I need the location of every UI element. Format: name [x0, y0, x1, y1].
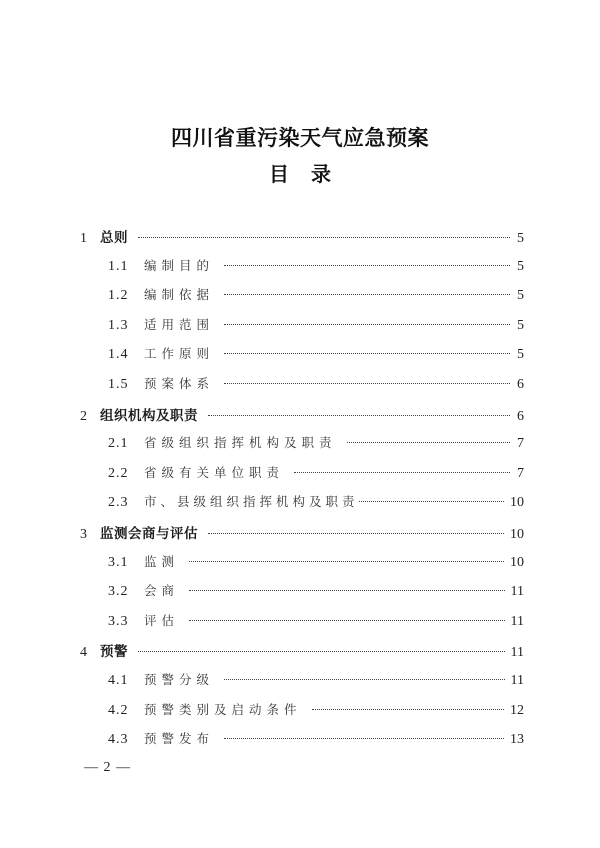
toc-heading	[0, 158, 600, 187]
toc-entry-page: 13	[510, 732, 524, 748]
toc-entry-number: 2.1	[108, 436, 129, 452]
toc-entry-page: 10	[510, 495, 524, 511]
page-number-footer: — 2 —	[84, 760, 131, 775]
toc-entry-label: 省级有关单位职责	[144, 464, 285, 480]
toc-entry-page: 11	[510, 584, 524, 600]
toc-entry-label: 预警分级	[144, 671, 215, 687]
toc-entry-label: 适用范围	[144, 316, 215, 332]
toc-entry-page: 5	[517, 231, 524, 246]
toc-entry-number: 4.1	[108, 672, 129, 688]
dot-leader	[138, 651, 505, 652]
toc-entry[interactable]	[80, 729, 524, 759]
toc-entry-number: 3.1	[108, 554, 129, 570]
toc-entry-number: 1.4	[108, 347, 129, 363]
dot-leader	[189, 620, 505, 621]
toc-entry[interactable]	[80, 581, 524, 611]
toc-entry-number: 4.2	[108, 702, 129, 718]
toc-entry[interactable]	[80, 611, 524, 641]
toc-entry-number: 4	[80, 645, 87, 661]
dot-leader	[189, 590, 505, 591]
document-title: 四川省重污染天气应急预案	[171, 125, 429, 150]
toc-entry-page: 5	[517, 258, 524, 274]
dot-leader	[224, 679, 505, 680]
toc-entry[interactable]	[80, 463, 524, 493]
dot-leader	[189, 561, 504, 562]
toc-heading-char-2: 录	[311, 162, 331, 186]
toc-entry[interactable]	[80, 374, 524, 404]
toc-entry-label: 总则	[100, 230, 128, 246]
toc-entry-page: 11	[510, 613, 524, 629]
toc-entry-label: 编制目的	[144, 257, 215, 273]
toc-entry[interactable]	[80, 344, 524, 374]
toc-entry[interactable]	[80, 640, 524, 670]
toc-entry-page: 5	[517, 288, 524, 304]
toc-entry-page: 10	[510, 526, 524, 542]
toc-entry[interactable]	[80, 492, 524, 522]
dot-leader	[224, 265, 510, 266]
toc-entry-page: 12	[510, 702, 524, 718]
toc-entry-label: 工作原则	[144, 346, 215, 362]
toc-entry-label: 组织机构及职责	[100, 407, 198, 424]
toc-entry-number: 3	[80, 526, 87, 542]
toc-entry-number: 4.3	[108, 732, 129, 748]
dot-leader	[208, 415, 510, 416]
toc-entry-label: 会商	[144, 583, 180, 599]
toc-entry-label: 编制依据	[144, 287, 215, 303]
toc-entry-page: 10	[510, 554, 524, 570]
toc-entry-number: 3.2	[108, 584, 129, 600]
toc-entry-label: 预警发布	[144, 731, 215, 747]
dot-leader	[138, 237, 510, 238]
toc-entry-page: 5	[517, 317, 524, 333]
toc-entry-number: 2	[80, 408, 87, 424]
toc-entry[interactable]	[80, 226, 524, 256]
toc-entry[interactable]	[80, 700, 524, 730]
toc-entry-number: 1.3	[108, 317, 129, 333]
toc-entry-page: 11	[510, 645, 524, 661]
toc-entry[interactable]	[80, 670, 524, 700]
toc-entry[interactable]	[80, 315, 524, 345]
dot-leader	[208, 533, 504, 534]
table-of-contents	[80, 226, 524, 759]
toc-entry-page: 7	[517, 436, 524, 452]
toc-entry[interactable]	[80, 285, 524, 315]
dot-leader	[224, 738, 504, 739]
toc-entry[interactable]	[80, 404, 524, 434]
toc-entry-page: 7	[517, 465, 524, 481]
toc-entry-number: 1	[80, 231, 87, 246]
dot-leader	[224, 294, 510, 295]
toc-entry[interactable]	[80, 256, 524, 286]
toc-entry-label: 监测会商与评估	[100, 525, 198, 542]
dot-leader	[312, 709, 504, 710]
dot-leader	[347, 442, 510, 443]
dot-leader	[224, 383, 510, 384]
toc-entry-label: 省级组织指挥机构及职责	[144, 435, 337, 451]
toc-entry-page: 6	[517, 408, 524, 424]
toc-entry[interactable]	[80, 433, 524, 463]
toc-entry-number: 3.3	[108, 613, 129, 629]
toc-entry-label: 预警类别及启动条件	[144, 701, 302, 717]
toc-heading-char-1: 目	[269, 162, 289, 186]
toc-entry-label: 监测	[144, 553, 180, 569]
toc-entry-label: 市、县级组织指挥机构及职责	[144, 494, 359, 510]
toc-entry-number: 2.2	[108, 465, 129, 481]
toc-entry-page: 6	[517, 376, 524, 392]
dot-leader	[359, 501, 504, 502]
toc-entry-page: 11	[510, 672, 524, 688]
dot-leader	[224, 324, 510, 325]
toc-entry-label: 评估	[144, 612, 180, 628]
toc-entry-number: 2.3	[108, 495, 129, 511]
toc-entry[interactable]	[80, 522, 524, 552]
toc-entry[interactable]	[80, 552, 524, 582]
toc-entry-number: 1.2	[108, 288, 129, 304]
toc-entry-label: 预警	[100, 644, 128, 661]
dot-leader	[224, 353, 510, 354]
toc-entry-number: 1.5	[108, 376, 129, 392]
toc-entry-number: 1.1	[108, 258, 129, 274]
toc-entry-page: 5	[517, 347, 524, 363]
dot-leader	[294, 472, 510, 473]
toc-entry-label: 预案体系	[144, 375, 215, 391]
